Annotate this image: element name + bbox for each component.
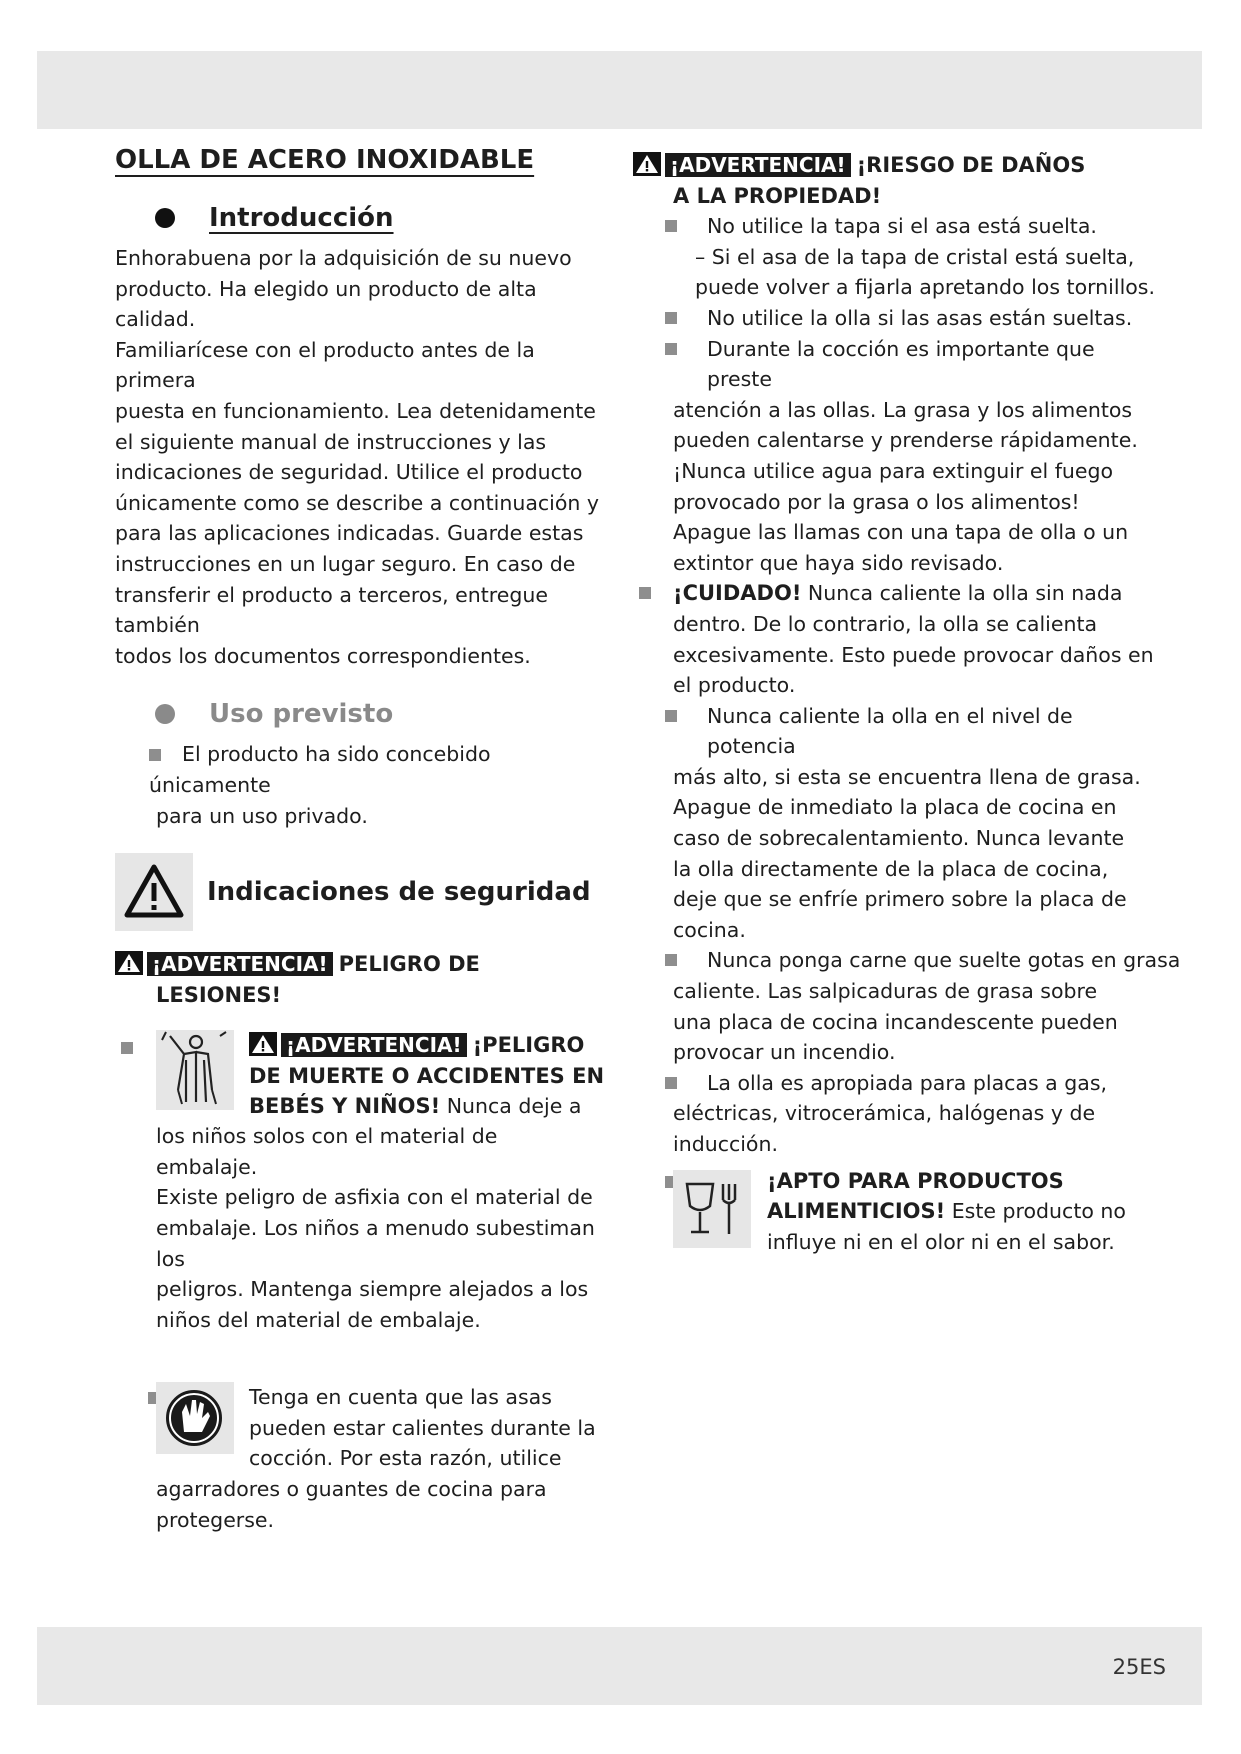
bullet-dot-icon (155, 704, 175, 724)
food-icon-box (673, 1170, 751, 1248)
bullet-square-icon (665, 954, 677, 966)
gloves-item: Tenga en cuenta que las asas pueden estar calientes durante la cocción. Por esta razón, utilice agarradores o guantes de cocina para protegerse. (115, 1382, 605, 1532)
bullet-square-icon (665, 312, 677, 324)
warning-triangle-icon (249, 1032, 277, 1056)
uso-heading: Uso previsto (115, 699, 605, 729)
sub-item: – Si el asa de la tapa de cristal está suelta, puede volver a fijarla apretando los tornillos. (695, 244, 1155, 300)
food-safe-icon (673, 1170, 751, 1248)
page-title: OLLA DE ACERO INOXIDABLE (115, 145, 535, 175)
page-number: 25ES (1112, 1655, 1166, 1679)
warning-propiedad: ¡ADVERTENCIA! ¡RIESGO DE DAÑOS A LA PROPIEDAD! (633, 150, 1163, 211)
bullet-square-icon (665, 1077, 677, 1089)
bullet-dot-icon (155, 208, 175, 228)
footer-band (37, 1627, 1202, 1705)
list-item: Nunca ponga carne que suelte gotas en grasa caliente. Las salpicaduras de grasa sobre una placa de cocina incandescente pueden provocar un incendio. (633, 945, 1163, 1067)
list-item: No utilice la olla si las asas están sueltas. (633, 303, 1163, 334)
warning-box (115, 853, 193, 931)
gloves-icon (156, 1382, 234, 1454)
food-safe-item: ¡APTO PARA PRODUCTOS ALIMENTICIOS! Este producto no influye ni en el olor ni en el sabor. (633, 1166, 1163, 1262)
list-item: ¡CUIDADO! Nunca caliente la olla sin nada dentro. De lo contrario, la olla se calienta excesivamente. Esto puede provocar daños en el producto. (633, 578, 1163, 700)
warning-triangle-icon (115, 951, 143, 975)
list-item: No utilice la tapa si el asa está suelta. (633, 211, 1163, 242)
list-item: Durante la cocción es importante que preste atención a las ollas. La grasa y los alimentos pueden calentarse y prenderse rápidamente. ¡Nunca utilice agua para extinguir el fuego provocado por la grasa o los alimentos! Apague las llamas con una tapa de olla o un extintor que haya sido revisado. (633, 334, 1163, 579)
uso-item: El producto ha sido concebido únicamente para un uso privado. (149, 742, 491, 828)
header-band (37, 51, 1202, 129)
bullet-square-icon (149, 749, 161, 761)
list-item: Nunca caliente la olla en el nivel de potencia más alto, si esta se encuentra llena de grasa. Apague de inmediato la placa de cocina en caso de sobrecalentamiento. Nunca levante la olla directamente de la placa de cocina, deje que se enfríe primero sobre la placa de cocina. (633, 701, 1163, 946)
child-icon-box (156, 1030, 234, 1110)
warning-label: ¡ADVERTENCIA! (147, 952, 333, 976)
bullet-square-icon (639, 587, 651, 599)
warning-label: ¡ADVERTENCIA! (281, 1033, 467, 1057)
warning-lesiones: ¡ADVERTENCIA! PELIGRO DE LESIONES! (115, 949, 605, 1010)
warning-triangle-icon (633, 152, 661, 176)
bullet-square-icon (665, 710, 677, 722)
intro-heading: Introducción (115, 203, 605, 233)
right-column (633, 150, 1181, 1262)
bullet-square-icon (665, 343, 677, 355)
children-warning: ¡ADVERTENCIA! ¡PELIGRO DE MUERTE O ACCIDENTES EN BEBÉS Y NIÑOS! Nunca deje a los niños solos con el material de embalaje. Existe peligro de asfixia con el material de embalaje. Los niños a menudo subestiman los peligros. Mantenga siempre alejados a los niños del material de embalaje. (115, 1030, 605, 1408)
seguridad-heading: Indicaciones de seguridad (115, 853, 605, 931)
list-item: La olla es apropiada para placas a gas, eléctricas, vitrocerámica, halógenas y de inducción. (633, 1068, 1163, 1160)
warning-label: ¡ADVERTENCIA! (665, 153, 851, 177)
child-packaging-icon (156, 1030, 234, 1110)
left-column (115, 145, 605, 1532)
bullet-square-icon (665, 220, 677, 232)
glove-icon-box (156, 1382, 234, 1454)
warning-triangle-icon (115, 853, 193, 931)
bullet-square-icon (121, 1042, 133, 1054)
intro-paragraph: Enhorabuena por la adquisición de su nuevo producto. Ha elegido un producto de alta calidad. Familiarícese con el producto antes de la primera puesta en funcionamiento. Lea detenidamente el siguiente manual de instrucciones y las indicaciones de seguridad. Utilice el producto únicamente como se describe a continuación y para las aplicaciones indicadas. Guarde estas instrucciones en un lugar seguro. En caso de transferir el producto a terceros, entregue también todos los documentos correspondientes. (115, 246, 600, 668)
